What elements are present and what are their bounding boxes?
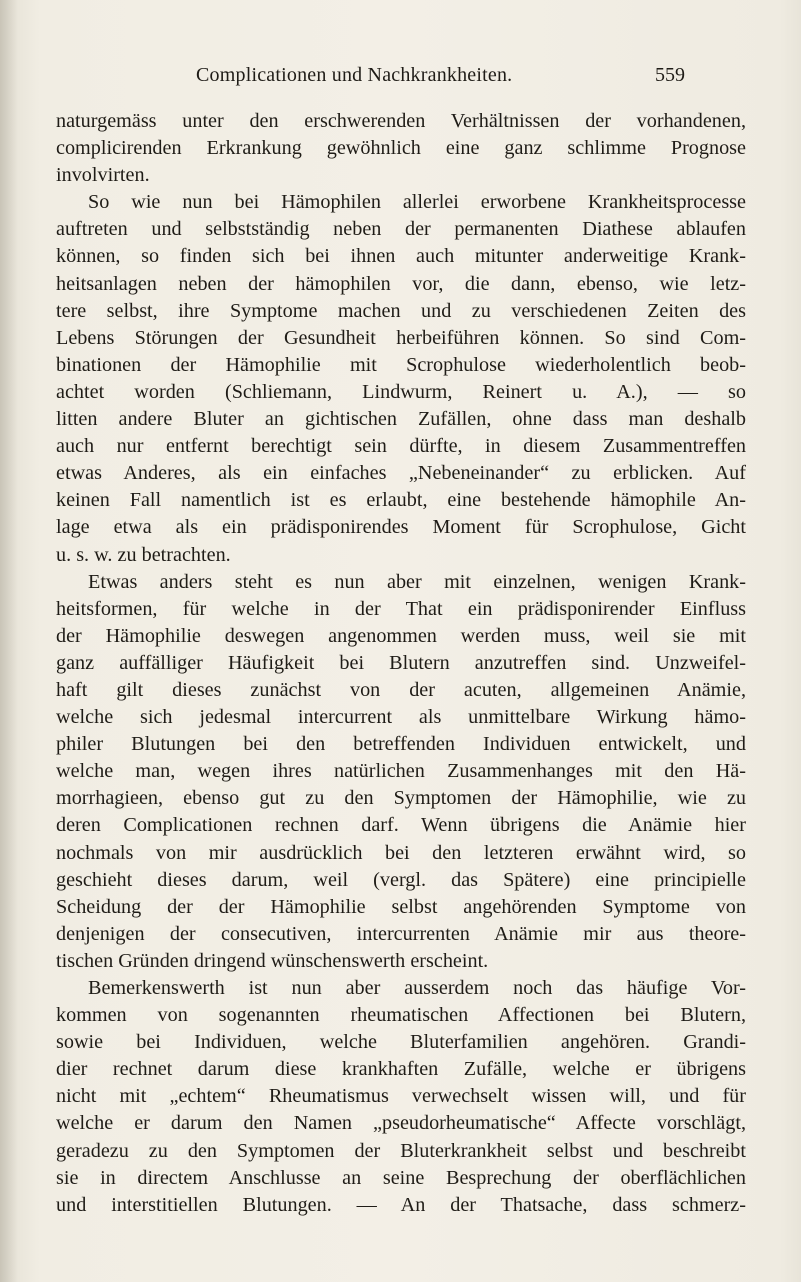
text-line: ganz auffälliger Häufigkeit bei Blutern anzutreffen sind. Unzweifel- — [56, 651, 746, 674]
text-line: welche man, wegen ihres natürlichen Zusammenhanges mit den Hä- — [56, 760, 746, 783]
text-line: u. s. w. zu betrachten. — [56, 543, 231, 566]
text-line: Bemerkenswerth ist nun aber ausserdem noch das häufige Vor- — [88, 977, 746, 999]
text-line: deren Complicationen rechnen darf. Wenn übrigens die Anämie hier — [56, 814, 746, 837]
text-line: lage etwa als ein prädisponirendes Moment für Scrophulose, Gicht — [56, 516, 746, 539]
text-line: kommen von sogenannten rheumatischen Affectionen bei Blutern, — [56, 1004, 746, 1027]
text-line: binationen der Hämophilie mit Scrophulose wiederholentlich beob- — [56, 353, 746, 376]
text-line: naturgemäss unter den erschwerenden Verhältnissen der vorhandenen, — [56, 110, 746, 132]
text-line: der Hämophilie deswegen angenommen werden muss, weil sie mit — [56, 624, 746, 647]
text-line: sie in directem Anschlusse an seine Besprechung der oberflächlichen — [56, 1166, 746, 1189]
text-line: und interstitiellen Blutungen. — An der Thatsache, dass schmerz- — [56, 1193, 746, 1216]
text-line: nicht mit „echtem“ Rheumatismus verwechselt wissen will, und für — [56, 1085, 746, 1108]
text-line: heitsanlagen neben der hämophilen vor, die dann, ebenso, wie letz- — [56, 272, 746, 295]
text-line: So wie nun bei Hämophilen allerlei erworbene Krankheitsprocesse — [88, 191, 746, 214]
text-line: tere selbst, ihre Symptome machen und zu verschiedenen Zeiten des — [56, 299, 746, 322]
text-line: geschieht dieses darum, weil (vergl. das Spätere) eine principielle — [56, 868, 746, 891]
text-line: complicirenden Erkrankung gewöhnlich eine ganz schlimme Prognose — [56, 137, 746, 160]
text-line: haft gilt dieses zunächst von der acuten, allgemeinen Anämie, — [56, 678, 746, 701]
page-number: 559 — [655, 64, 685, 86]
text-line: welche sich jedesmal intercurrent als unmittelbare Wirkung hämo- — [56, 706, 746, 729]
text-line: auch nur entfernt berechtigt sein dürfte, in diesem Zusammentreffen — [56, 435, 746, 458]
text-line: tischen Gründen dringend wünschenswerth erscheint. — [56, 949, 489, 972]
text-line: litten andere Bluter an gichtischen Zufällen, ohne dass man deshalb — [56, 408, 746, 431]
text-line: involvirten. — [56, 164, 150, 187]
text-line: können, so finden sich bei ihnen auch mitunter anderweitige Krank- — [56, 245, 746, 268]
text-line: Scheidung der der Hämophilie selbst angehörenden Symptome von — [56, 895, 746, 918]
text-line: nochmals von mir ausdrücklich bei den letzteren erwähnt wird, so — [56, 841, 746, 864]
text-line: Etwas anders steht es nun aber mit einzelnen, wenigen Krank- — [88, 570, 746, 593]
gutter-shadow — [0, 0, 18, 1282]
text-line: dier rechnet darum diese krankhaften Zufälle, welche er übrigens — [56, 1058, 746, 1081]
text-line: heitsformen, für welche in der That ein prädisponirender Einfluss — [56, 597, 746, 620]
text-line: morrhagieen, ebenso gut zu den Symptomen der Hämophilie, wie zu — [56, 787, 746, 810]
body-text — [56, 108, 746, 1219]
text-line: philer Blutungen bei den betreffenden Individuen entwickelt, und — [56, 733, 746, 756]
text-line: achtet worden (Schliemann, Lindwurm, Reinert u. A.), — so — [56, 380, 746, 403]
text-line: etwas Anderes, als ein einfaches „Nebeneinander“ zu erblicken. Auf — [56, 462, 746, 485]
text-line: sowie bei Individuen, welche Bluterfamilien angehören. Grandi- — [56, 1031, 746, 1054]
text-line: geradezu zu den Symptomen der Bluterkrankheit selbst und beschreibt — [56, 1139, 746, 1162]
text-line: keinen Fall namentlich ist es erlaubt, eine bestehende hämophile An- — [56, 489, 746, 512]
running-head-title: Complicationen und Nachkrankheiten. — [196, 64, 513, 86]
text-line: denjenigen der consecutiven, intercurrenten Anämie mir aus theore- — [56, 922, 746, 945]
text-line: welche er darum den Namen „pseudorheumatische“ Affecte vorschlägt, — [56, 1112, 746, 1135]
text-line: Lebens Störungen der Gesundheit herbeiführen können. So sind Com- — [56, 326, 746, 349]
text-line: auftreten und selbstständig neben der permanenten Diathese ablaufen — [56, 218, 746, 241]
running-head — [0, 64, 801, 94]
